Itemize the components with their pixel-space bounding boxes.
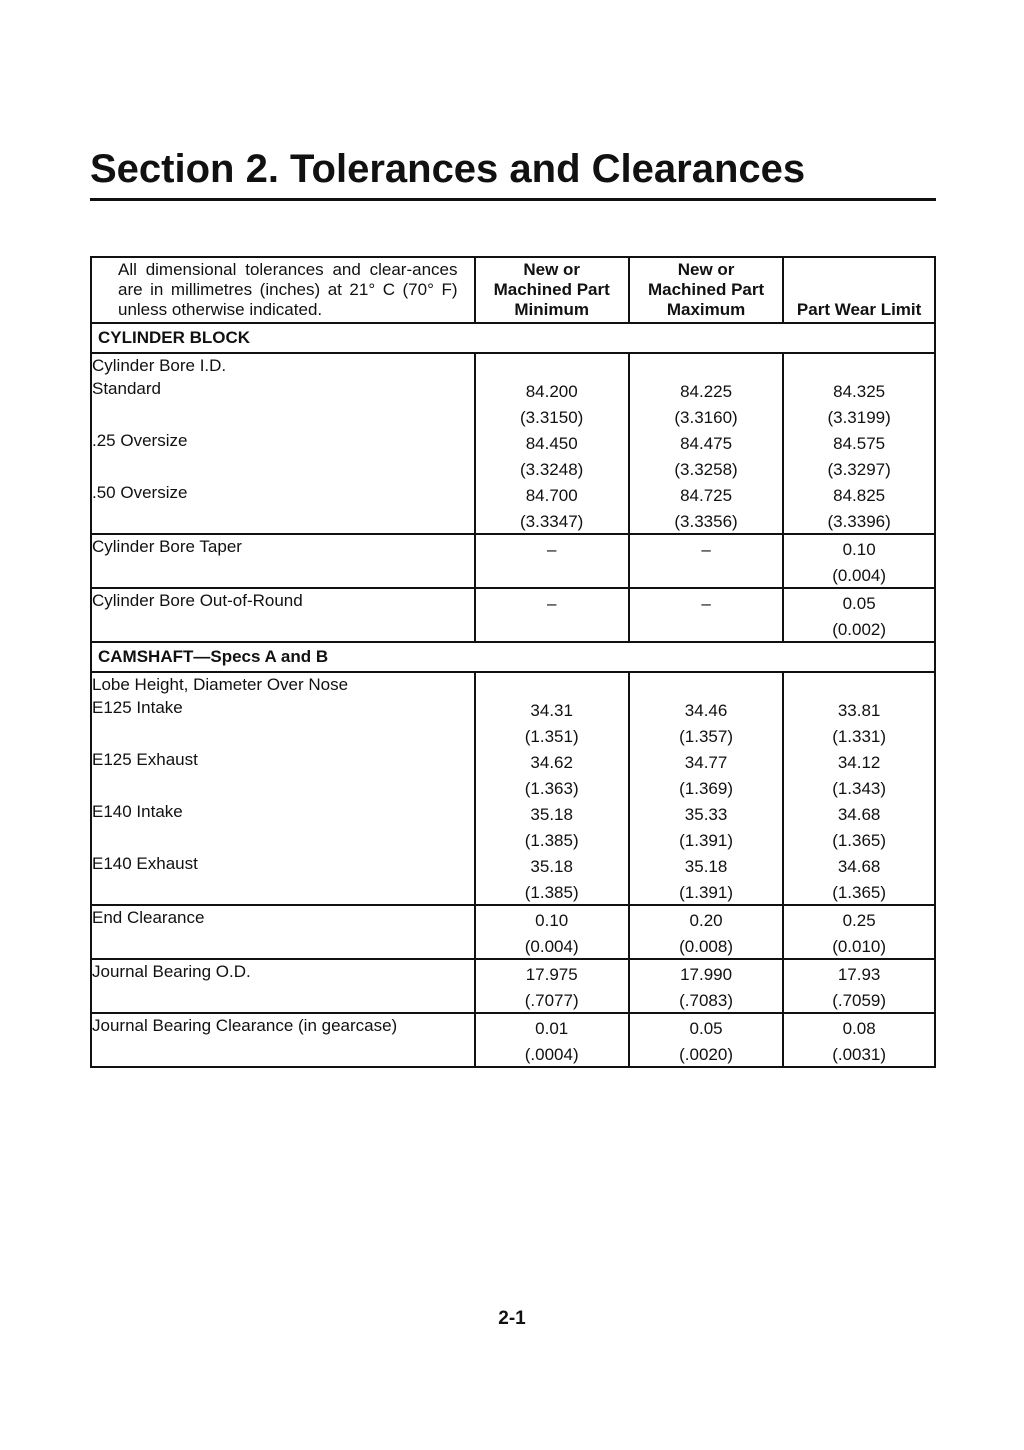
value-text: (1.331) [832,727,887,746]
value-text: – [701,594,711,613]
row-label: Journal Bearing Clearance (in gearcase) [91,1013,475,1067]
value-text: 0.08 [842,1019,876,1038]
value-text: (3.3347) [520,512,584,531]
value-text: 84.200 [525,382,578,401]
value-text: 34.77 [684,753,728,772]
group-header-row [91,672,935,696]
row-label: Cylinder Bore Out-of-Round [91,588,475,642]
value-text: (1.343) [832,779,887,798]
wear-limit-value [783,429,935,481]
table-row [91,377,935,429]
header-max-line: Machined Part [647,280,765,299]
page-title: Section 2. Tolerances and Clearances [90,147,806,191]
wear-limit-value [783,748,935,800]
wear-limit-value [783,588,935,642]
max-value [629,696,783,748]
min-value [475,748,629,800]
value-text: 17.975 [525,965,578,984]
value-text: 84.225 [680,382,733,401]
section-title: CAMSHAFT—Specs A and B [91,642,935,672]
min-value [475,800,629,852]
value-text: (3.3199) [827,408,891,427]
value-text: (1.357) [679,727,733,746]
value-text: (1.391) [679,883,733,902]
row-label: E140 Intake [91,800,475,852]
value-text: – [546,594,557,613]
empty-cell [629,353,783,377]
value-text: 0.25 [842,911,876,930]
wear-limit-value [783,959,935,1013]
min-value [475,481,629,534]
min-value [475,1013,629,1067]
value-text: 0.20 [689,911,723,930]
value-text: (1.369) [679,779,733,798]
value-text: 84.575 [833,434,886,453]
table-header-row [91,257,935,323]
value-text: (3.3160) [674,408,738,427]
header-min-line: Machined Part [493,280,610,299]
max-value [629,959,783,1013]
min-value [475,696,629,748]
table-row [91,481,935,534]
header-max-line: Maximum [666,300,746,319]
max-value [629,588,783,642]
header-new-minimum [475,257,629,323]
header-min-line: Minimum [514,300,589,319]
wear-limit-value [783,696,935,748]
value-text: (.0020) [679,1045,733,1064]
value-text: (.7059) [832,991,887,1010]
value-text: (.0031) [832,1045,887,1064]
value-text: (1.351) [524,727,579,746]
min-value [475,377,629,429]
min-value [475,852,629,905]
value-text: 34.68 [837,857,881,876]
header-wear-limit: Part Wear Limit [783,257,935,323]
value-text: 34.46 [684,701,728,720]
value-text: 17.990 [680,965,733,984]
value-text: (1.385) [524,831,579,850]
value-text: 0.05 [842,594,876,613]
table-row [91,748,935,800]
value-text: 35.33 [684,805,728,824]
value-text: (0.008) [679,937,733,956]
max-value [629,748,783,800]
max-value [629,534,783,588]
value-text: 33.81 [837,701,881,720]
table-row [91,1013,935,1067]
header-min-line: New or [523,260,581,279]
header-new-maximum [629,257,783,323]
value-text: 34.68 [837,805,881,824]
max-value [629,377,783,429]
value-text: (3.3150) [520,408,584,427]
row-label: Standard [91,377,475,429]
table-row [91,852,935,905]
value-text: (0.002) [832,620,887,639]
value-text: – [701,540,711,559]
empty-cell [783,672,935,696]
min-value [475,429,629,481]
row-label: Cylinder Bore Taper [91,534,475,588]
table-row [91,429,935,481]
min-value [475,588,629,642]
tolerance-table [90,256,936,1068]
wear-limit-value [783,377,935,429]
value-text: 34.12 [837,753,881,772]
page-number: 2-1 [498,1308,526,1329]
empty-cell [475,353,629,377]
min-value [475,959,629,1013]
wear-limit-value [783,1013,935,1067]
value-text: (1.391) [679,831,733,850]
value-text: (1.385) [524,883,579,902]
value-text: (.7077) [524,991,579,1010]
header-max-line: New or [677,260,735,279]
value-text: 35.18 [530,857,573,876]
value-text: 35.18 [684,857,728,876]
table-row [91,534,935,588]
max-value [629,800,783,852]
value-text: 84.450 [525,434,578,453]
section-title: CYLINDER BLOCK [91,323,935,353]
min-value [475,534,629,588]
value-text: 0.01 [535,1019,569,1038]
max-value [629,429,783,481]
empty-cell [783,353,935,377]
value-text: 34.31 [530,701,573,720]
value-text: (0.010) [832,937,887,956]
value-text: (3.3396) [827,512,891,531]
max-value [629,905,783,959]
value-text: (3.3248) [520,460,584,479]
value-text: (.7083) [679,991,733,1010]
value-text: 17.93 [837,965,881,984]
table-row [91,905,935,959]
value-text: (1.365) [832,883,887,902]
value-text: 84.825 [833,486,886,505]
value-text: 0.05 [689,1019,723,1038]
value-text: (3.3297) [827,460,891,479]
value-text: (0.004) [524,937,579,956]
group-label: Lobe Height, Diameter Over Nose [91,672,475,696]
wear-limit-value [783,852,935,905]
value-text: – [546,540,557,559]
row-label: Journal Bearing O.D. [91,959,475,1013]
wear-limit-value [783,481,935,534]
value-text: 84.325 [833,382,886,401]
table-row [91,588,935,642]
value-text: (.0004) [524,1045,579,1064]
section-header-row [91,323,935,353]
row-label: End Clearance [91,905,475,959]
empty-cell [475,672,629,696]
value-text: (1.365) [832,831,887,850]
wear-limit-value [783,534,935,588]
title-rule [90,198,936,201]
value-text: (3.3258) [674,460,738,479]
row-label: E140 Exhaust [91,852,475,905]
value-text: 35.18 [530,805,573,824]
value-text: 84.725 [680,486,733,505]
value-text: 84.700 [525,486,578,505]
wear-limit-value [783,800,935,852]
units-note: All dimensional tolerances and clear-ances are in millimetres (inches) at 21° C (70° F) unless otherwise indicated. [91,257,475,323]
table-row [91,959,935,1013]
table-row [91,696,935,748]
row-label: E125 Intake [91,696,475,748]
value-text: 0.10 [842,540,876,559]
row-label: .25 Oversize [91,429,475,481]
section-header-row [91,642,935,672]
group-header-row [91,353,935,377]
group-label: Cylinder Bore I.D. [91,353,475,377]
wear-limit-value [783,905,935,959]
value-text: (3.3356) [674,512,738,531]
row-label: E125 Exhaust [91,748,475,800]
min-value [475,905,629,959]
max-value [629,852,783,905]
value-text: (0.004) [832,566,887,585]
value-text: 0.10 [535,911,569,930]
row-label: .50 Oversize [91,481,475,534]
table-row [91,800,935,852]
max-value [629,481,783,534]
value-text: 34.62 [530,753,573,772]
empty-cell [629,672,783,696]
max-value [629,1013,783,1067]
value-text: 84.475 [680,434,733,453]
value-text: (1.363) [524,779,579,798]
